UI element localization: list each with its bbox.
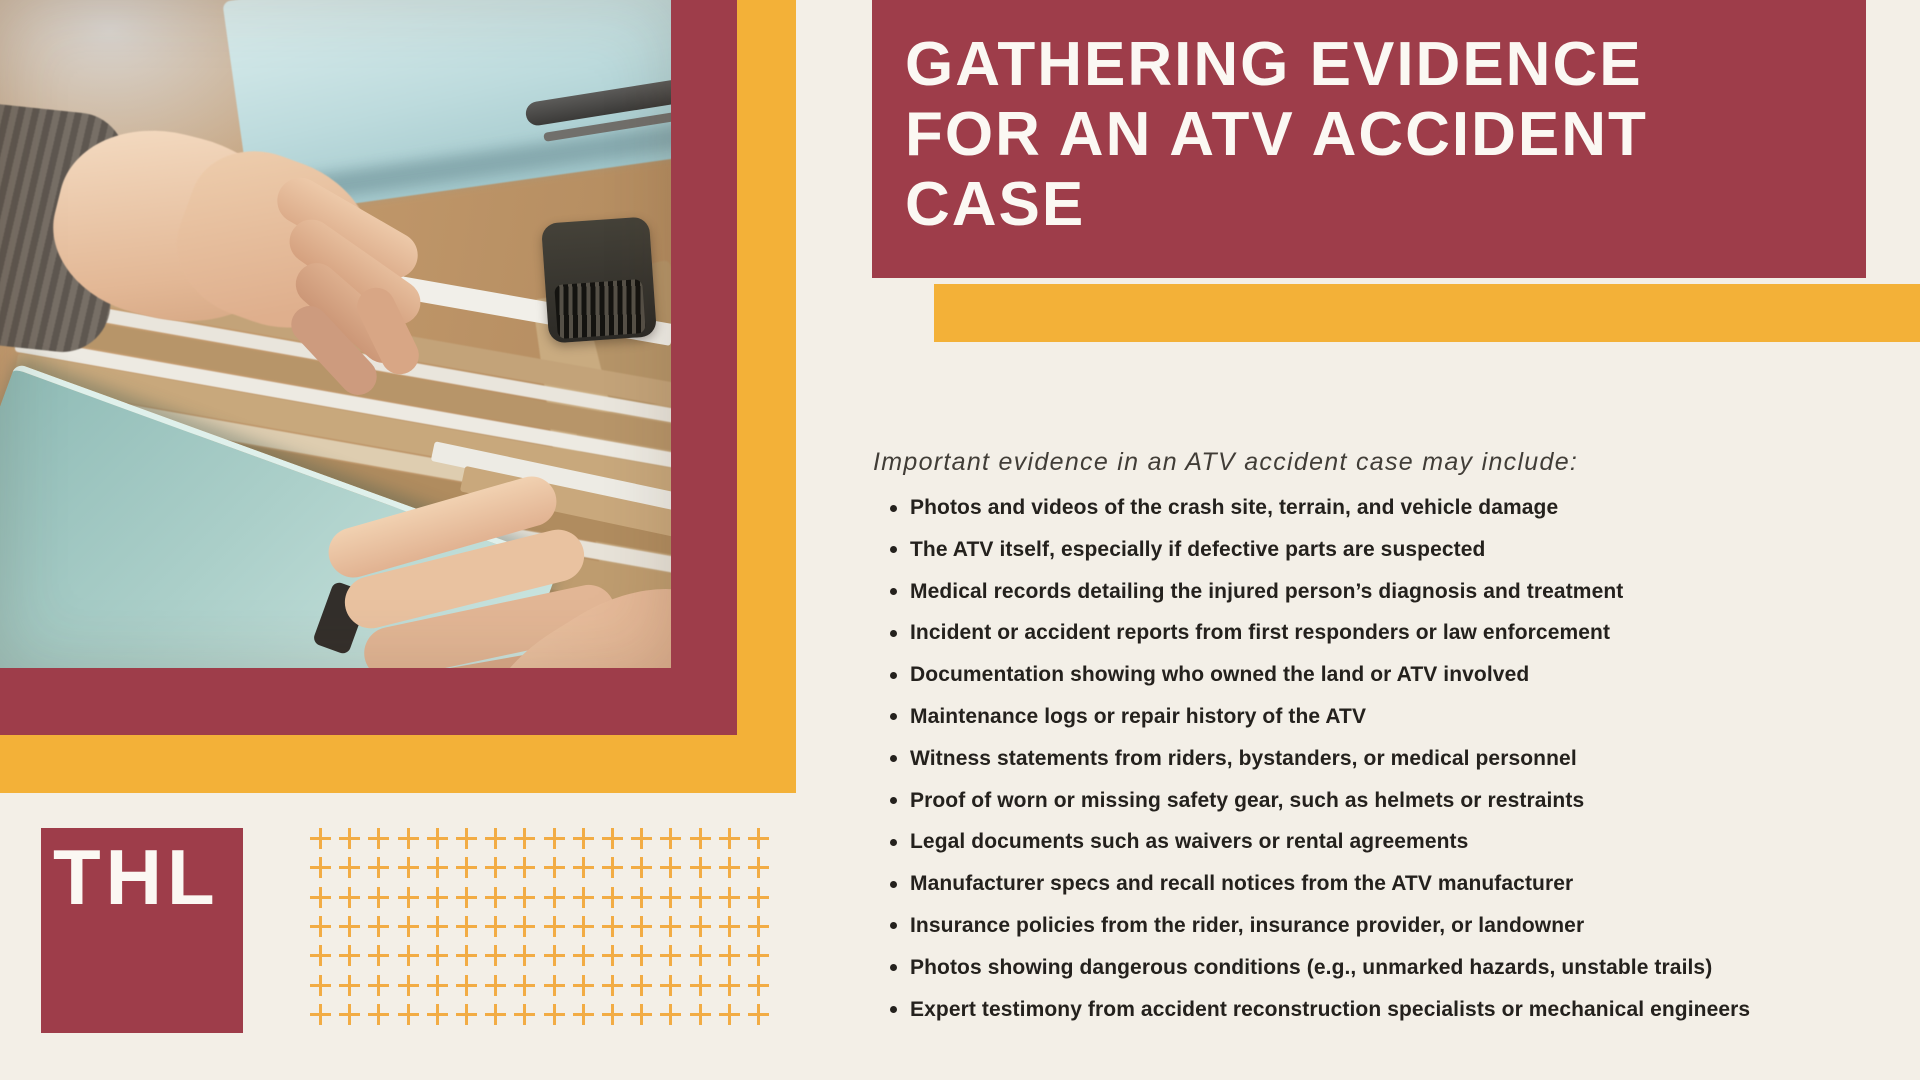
photo-pen: [524, 77, 672, 127]
title-line: GATHERING EVIDENCE: [905, 30, 1643, 99]
plus-icon: [627, 824, 656, 853]
plus-icon: [452, 853, 481, 882]
photo-pen-clip: [543, 109, 672, 142]
plus-icon: [335, 853, 364, 882]
plus-icon: [335, 1000, 364, 1029]
evidence-item: Maintenance logs or repair history of the ATV: [873, 696, 1893, 738]
evidence-item: Medical records detailing the injured person’s diagnosis and treatment: [873, 571, 1893, 613]
plus-icon: [423, 883, 452, 912]
thl-logo: [41, 828, 243, 1033]
title-line: CASE: [905, 170, 1086, 239]
evidence-item: Expert testimony from accident reconstruction specialists or mechanical engineers: [873, 989, 1893, 1031]
plus-icon: [540, 883, 569, 912]
plus-icon: [394, 1000, 423, 1029]
plus-icon: [744, 1000, 773, 1029]
plus-icon: [306, 883, 335, 912]
plus-icon: [394, 883, 423, 912]
photo-paper-layer: [14, 293, 672, 434]
plus-icon: [715, 941, 744, 970]
plus-icon: [510, 824, 539, 853]
plus-icon: [306, 912, 335, 941]
photo-kraft-tab: [532, 282, 672, 532]
photo-folder-lid: [222, 0, 672, 218]
plus-icon: [685, 824, 714, 853]
photo-kraft-tab: [579, 259, 672, 441]
plus-icon: [598, 941, 627, 970]
evidence-item: Proof of worn or missing safety gear, such as helmets or restraints: [873, 780, 1893, 822]
plus-icon: [306, 853, 335, 882]
plus-icon: [364, 941, 393, 970]
photo-file-layer: [13, 309, 672, 461]
photo-finger: [281, 211, 429, 333]
plus-icon: [423, 970, 452, 999]
plus-icon: [394, 970, 423, 999]
plus-icon: [364, 853, 393, 882]
photo-thumb: [351, 281, 425, 380]
evidence-item: Photos and videos of the crash site, terrain, and vehicle damage: [873, 487, 1893, 529]
plus-icon: [364, 824, 393, 853]
evidence-item: Incident or accident reports from first responders or law enforcement: [873, 612, 1893, 654]
plus-icon: [335, 941, 364, 970]
plus-icon: [569, 912, 598, 941]
plus-pattern: [306, 824, 773, 1029]
plus-icon: [656, 883, 685, 912]
yellow-frame-horizontal: [0, 735, 796, 793]
photo-white-paper: [431, 441, 672, 515]
plus-icon: [569, 941, 598, 970]
page-title: [872, 0, 1866, 240]
plus-icon: [306, 970, 335, 999]
evidence-item: Manufacturer specs and recall notices from the ATV manufacturer: [873, 863, 1893, 905]
thl-logo-text: THL: [53, 833, 220, 921]
plus-icon: [452, 883, 481, 912]
yellow-frame-vertical: [737, 0, 796, 793]
plus-icon: [656, 853, 685, 882]
plus-icon: [685, 883, 714, 912]
plus-icon: [540, 912, 569, 941]
photo-finger: [339, 524, 589, 634]
intro-text: Important evidence in an ATV accident case may include:: [873, 448, 1579, 476]
plus-icon: [394, 853, 423, 882]
plus-icon: [656, 1000, 685, 1029]
plus-icon: [656, 912, 685, 941]
evidence-item: Photos showing dangerous conditions (e.g., unmarked hazards, unstable trails): [873, 947, 1893, 989]
plus-icon: [510, 1000, 539, 1029]
plus-icon: [510, 941, 539, 970]
photo-finger: [359, 580, 619, 668]
plus-icon: [744, 883, 773, 912]
plus-icon: [656, 970, 685, 999]
plus-icon: [540, 970, 569, 999]
photo-front-buckle: [312, 580, 370, 655]
plus-icon: [627, 912, 656, 941]
plus-icon: [540, 1000, 569, 1029]
plus-icon: [598, 883, 627, 912]
plus-icon: [423, 941, 452, 970]
photo-file-layer: [12, 459, 672, 621]
plus-icon: [744, 853, 773, 882]
plus-icon: [598, 853, 627, 882]
plus-icon: [394, 912, 423, 941]
plus-icon: [423, 853, 452, 882]
photo-paper-layer: [14, 441, 672, 584]
plus-icon: [423, 1000, 452, 1029]
photo-finger: [287, 255, 413, 372]
evidence-item: Documentation showing who owned the land or ATV involved: [873, 654, 1893, 696]
plus-icon: [715, 912, 744, 941]
plus-icon: [423, 912, 452, 941]
plus-icon: [452, 1000, 481, 1029]
plus-icon: [627, 970, 656, 999]
plus-icon: [423, 824, 452, 853]
photo-white-paper: [306, 260, 672, 346]
yellow-accent-bar: [934, 284, 1920, 342]
evidence-item: The ATV itself, especially if defective parts are suspected: [873, 529, 1893, 571]
photo-top-hand: [158, 132, 398, 354]
plus-icon: [306, 824, 335, 853]
photo-lid-shadow: [245, 119, 672, 210]
plus-icon: [744, 912, 773, 941]
plus-icon: [481, 824, 510, 853]
maroon-frame-vertical: [671, 0, 737, 735]
evidence-item: Witness statements from riders, bystanders, or medical personnel: [873, 738, 1893, 780]
plus-icon: [569, 1000, 598, 1029]
plus-icon: [452, 970, 481, 999]
plus-icon: [394, 941, 423, 970]
plus-icon: [569, 853, 598, 882]
evidence-item: Legal documents such as waivers or rental agreements: [873, 821, 1893, 863]
photo-finger: [284, 298, 385, 402]
plus-icon: [569, 883, 598, 912]
plus-icon: [685, 970, 714, 999]
plus-icon: [656, 824, 685, 853]
plus-icon: [364, 970, 393, 999]
plus-icon: [540, 824, 569, 853]
plus-icon: [481, 941, 510, 970]
plus-icon: [715, 824, 744, 853]
plus-icon: [510, 883, 539, 912]
evidence-list: [873, 487, 1893, 1030]
photo-bottom-hand: [442, 548, 672, 668]
photo-finger: [269, 169, 426, 286]
photo-file-layer: [13, 353, 672, 509]
plus-icon: [306, 941, 335, 970]
photo-file-organizer: [0, 0, 672, 668]
photo-finger: [390, 636, 640, 668]
plus-icon: [627, 853, 656, 882]
photo-kraft-tab: [574, 400, 672, 585]
photo-finger: [323, 471, 563, 584]
plus-icon: [627, 883, 656, 912]
plus-icon: [335, 824, 364, 853]
plus-icon: [744, 824, 773, 853]
plus-icon: [394, 824, 423, 853]
plus-icon: [481, 853, 510, 882]
title-line: FOR AN ATV ACCIDENT: [905, 100, 1648, 169]
photo-folder-front-panel: [0, 363, 561, 668]
plus-icon: [685, 912, 714, 941]
plus-icon: [364, 1000, 393, 1029]
plus-icon: [364, 912, 393, 941]
plus-icon: [598, 1000, 627, 1029]
plus-icon: [452, 912, 481, 941]
plus-icon: [744, 970, 773, 999]
header-banner: [872, 0, 1866, 278]
plus-icon: [627, 1000, 656, 1029]
plus-icon: [540, 853, 569, 882]
plus-icon: [685, 853, 714, 882]
plus-icon: [306, 1000, 335, 1029]
plus-icon: [510, 853, 539, 882]
plus-icon: [715, 853, 744, 882]
plus-icon: [335, 883, 364, 912]
plus-icon: [685, 941, 714, 970]
photo-sweater-sleeve: [0, 103, 130, 356]
plus-icon: [481, 970, 510, 999]
plus-icon: [656, 941, 685, 970]
plus-icon: [715, 1000, 744, 1029]
plus-icon: [744, 941, 773, 970]
plus-icon: [481, 883, 510, 912]
plus-icon: [598, 824, 627, 853]
plus-icon: [510, 912, 539, 941]
photo-buckle-clasp: [541, 216, 657, 343]
photo-kraft-edge: [460, 466, 672, 540]
evidence-item: Insurance policies from the rider, insurance provider, or landowner: [873, 905, 1893, 947]
photo-buckle-ridges: [554, 279, 646, 339]
plus-icon: [627, 941, 656, 970]
maroon-frame-horizontal: [0, 668, 737, 735]
plus-icon: [569, 970, 598, 999]
plus-icon: [598, 970, 627, 999]
plus-icon: [452, 824, 481, 853]
photo-file-layer: [13, 267, 672, 417]
plus-icon: [598, 912, 627, 941]
plus-icon: [569, 824, 598, 853]
plus-icon: [452, 941, 481, 970]
photo-paper-layer: [14, 385, 672, 529]
plus-icon: [364, 883, 393, 912]
photo-forearm: [36, 109, 314, 347]
plus-icon: [715, 883, 744, 912]
plus-icon: [335, 970, 364, 999]
photo-paper-layer: [14, 337, 672, 479]
plus-icon: [510, 970, 539, 999]
plus-icon: [685, 1000, 714, 1029]
plus-icon: [715, 970, 744, 999]
plus-icon: [481, 1000, 510, 1029]
plus-icon: [540, 941, 569, 970]
photo-file-layer: [13, 405, 672, 565]
plus-icon: [481, 912, 510, 941]
plus-icon: [335, 912, 364, 941]
